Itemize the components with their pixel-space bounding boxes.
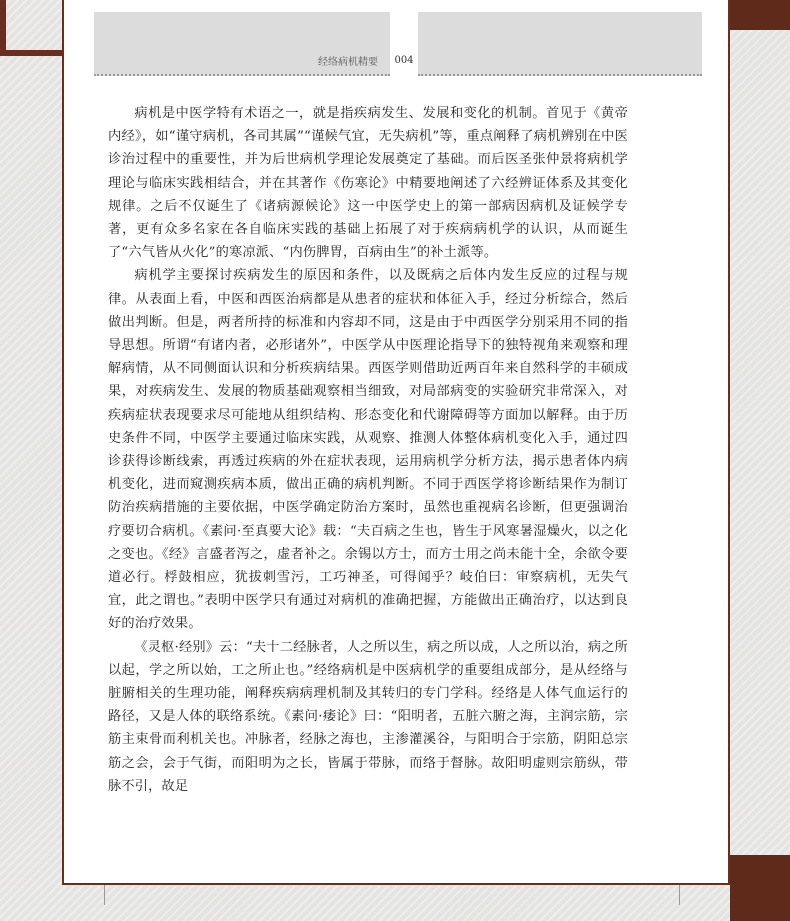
page-number: 004: [394, 55, 414, 66]
decorative-corner-top-left-bar: [0, 50, 62, 56]
running-title: 经络病机精要: [318, 57, 378, 68]
paragraph: 病机是中医学特有术语之一，就是指疾病发生、发展和变化的机制。首见于《黄帝内经》，如“谨守病机，各司其属”“谨候气宜，无失病机”等，重点阐释了病机辨别在中医诊治过程中的重要性，并为后世病机学理论发展奠定了基础。而后医圣张仲景将病机学理论与临床实践相结合，并在其著作《伤寒论》中精要地阐述了六经辨证体系及其变化规律。之后不仅诞生了《诸病源候论》这一中医学史上的第一部病因病机及证候学专著，更有众多名家在各自临床实践的基础上拓展了对于疾病病机学的认识，从而诞生了“六气皆从火化”的寒凉派、“内伤脾胃，百病由生”的补土派等。: [108, 106, 628, 261]
paragraph: 病机学主要探讨疾病发生的原因和条件，以及既病之后体内发生反应的过程与规律。从表面上看，中医和西医治病都是从患者的症状和体征入手，经过分析综合，然后做出判断。但是，两者所持的标准和内容却不同，这是由于中西医学分别采用不同的指导思想。所谓“有诸内者，必形诸外”，中医学从中医理论指导下的独特视角来观察和理解病情，从不同侧面认识和分析疾病结果。西医学则借助近两百年来自然科学的丰硕成果，对疾病发生、发展的物质基础观察相当细致，对局部病变的实验研究非常深入，对疾病症状表现要求尽可能地从组织结构、形态变化和代谢障碍等方面加以解释。由于历史条件不同，中医学主要通过临床实践，从观察、推测人体整体病机变化入手，通过四诊获得诊断线索，再透过疾病的外在症状表现，运用病机学分析方法，揭示患者体内病机变化，进而窥测疾病本质，做出正确的病机判断。不同于西医学将诊断结果作为制订防治疾病措施的主要依据，中医学确定防治方案时，虽然也重视病名诊断，但更强调治疗要切合病机。《素问·至真要大论》载：“夫百病之生也，皆生于风寒暑湿燥火，以之化之变也。《经》言盛者泻之，虚者补之。余锡以方士，而方士用之尚未能十全，余欲令要道必行。桴鼓相应，犹拔刺雪污，工巧神圣，可得闻乎？岐伯曰：审察病机，无失气宜，此之谓也。”表明中医学只有通过对病机的准确把握，方能做出正确治疗，以达到良好的治疗效果。: [108, 268, 628, 632]
decorative-corner-bottom-right: [730, 855, 790, 921]
header-band-right: [418, 12, 702, 76]
bottom-margin-strip: [104, 885, 680, 905]
body-text: [108, 102, 628, 798]
paragraph: 《灵枢·经别》云：“夫十二经脉者，人之所以生，病之所以成，人之所以治，病之所以起，学之所以始，工之所止也。”经络病机是中医病机学的重要组成部分，是从经络与脏腑相关的生理功能，阐释疾病病理机制及其转归的专门学科。经络是人体气血运行的路径，又是人体的联络系统。《素问·痿论》曰：“阳明者，五脏六腑之海，主润宗筋，宗筋主束骨而利机关也。冲脉者，经脉之海也，主渗灌溪谷，与阳明合于宗筋，阴阳总宗筋之会，会于气街，而阳明为之长，皆属于带脉，而络于督脉。故阳明虚则宗筋纵，带脉不引，故足: [108, 639, 628, 794]
header-band-left: [94, 12, 390, 76]
decorative-corner-top-right: [730, 0, 790, 30]
decorative-corner-top-left: [0, 0, 6, 56]
